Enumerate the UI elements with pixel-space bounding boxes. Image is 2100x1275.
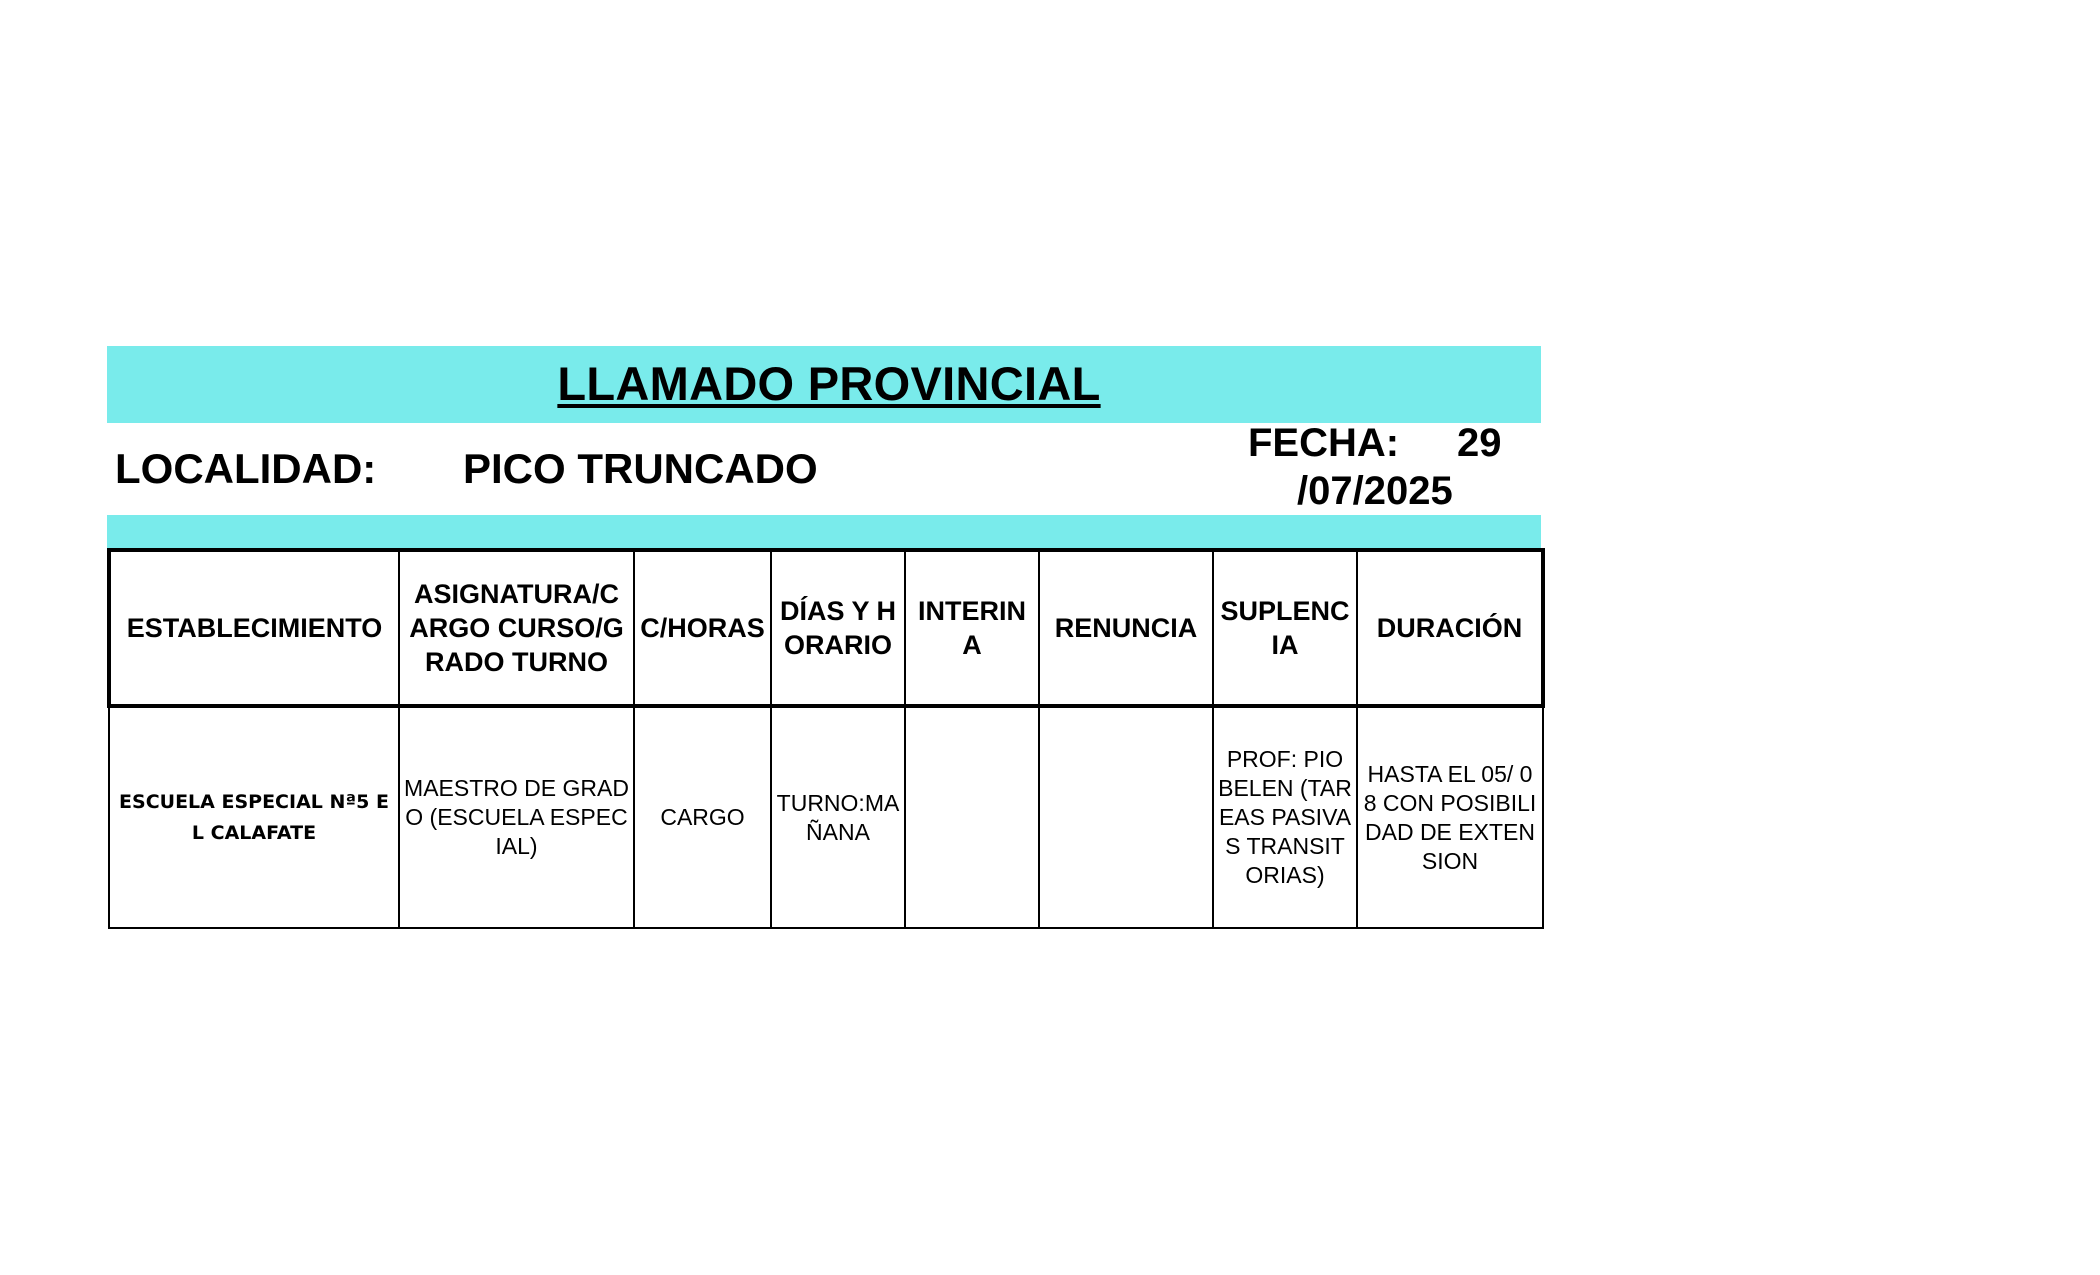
title-band xyxy=(107,346,1541,423)
col-header-duracion: DURACIÓN xyxy=(1357,550,1543,706)
cell-suplencia: PROF: PIO BELEN (TAREAS PASIVAS TRANSITORIAS) xyxy=(1213,706,1357,928)
col-header-horas: C/HORAS xyxy=(634,550,771,706)
info-row xyxy=(107,423,1541,515)
fecha-month-year: /07/2025 xyxy=(1297,469,1453,513)
cell-duracion: HASTA EL 05/ 08 CON POSIBILIDAD DE EXTENSION xyxy=(1357,706,1543,928)
table-row xyxy=(109,706,1543,928)
llamado-table xyxy=(107,548,1545,929)
localidad-value: PICO TRUNCADO xyxy=(463,445,818,492)
col-header-establecimiento: ESTABLECIMIENTO xyxy=(109,550,399,706)
cell-interina xyxy=(905,706,1039,928)
table-header-row xyxy=(109,550,1543,706)
page-title: LLAMADO PROVINCIAL xyxy=(557,357,1101,410)
separator-band xyxy=(107,515,1541,548)
col-header-asignatura: ASIGNATURA/C ARGO CURSO/GRADO TURNO xyxy=(399,550,634,706)
cell-asignatura: MAESTRO DE GRADO (ESCUELA ESPECIAL) xyxy=(399,706,634,928)
cell-horas: CARGO xyxy=(634,706,771,928)
cell-renuncia xyxy=(1039,706,1213,928)
col-header-renuncia: RENUNCIA xyxy=(1039,550,1213,706)
fecha-label: FECHA: xyxy=(1248,421,1400,465)
cell-establecimiento: ESCUELA ESPECIAL Nª5 EL CALAFATE xyxy=(109,706,399,928)
col-header-interina: INTERINA xyxy=(905,550,1039,706)
cell-dias-horario: TURNO:MAÑANA xyxy=(771,706,905,928)
localidad-label: LOCALIDAD: xyxy=(115,445,377,492)
document-sheet xyxy=(107,346,1541,929)
col-header-suplencia: SUPLENCIA xyxy=(1213,550,1357,706)
fecha-day: 29 xyxy=(1457,421,1502,465)
col-header-dias-horario: DÍAS Y HORARIO xyxy=(771,550,905,706)
